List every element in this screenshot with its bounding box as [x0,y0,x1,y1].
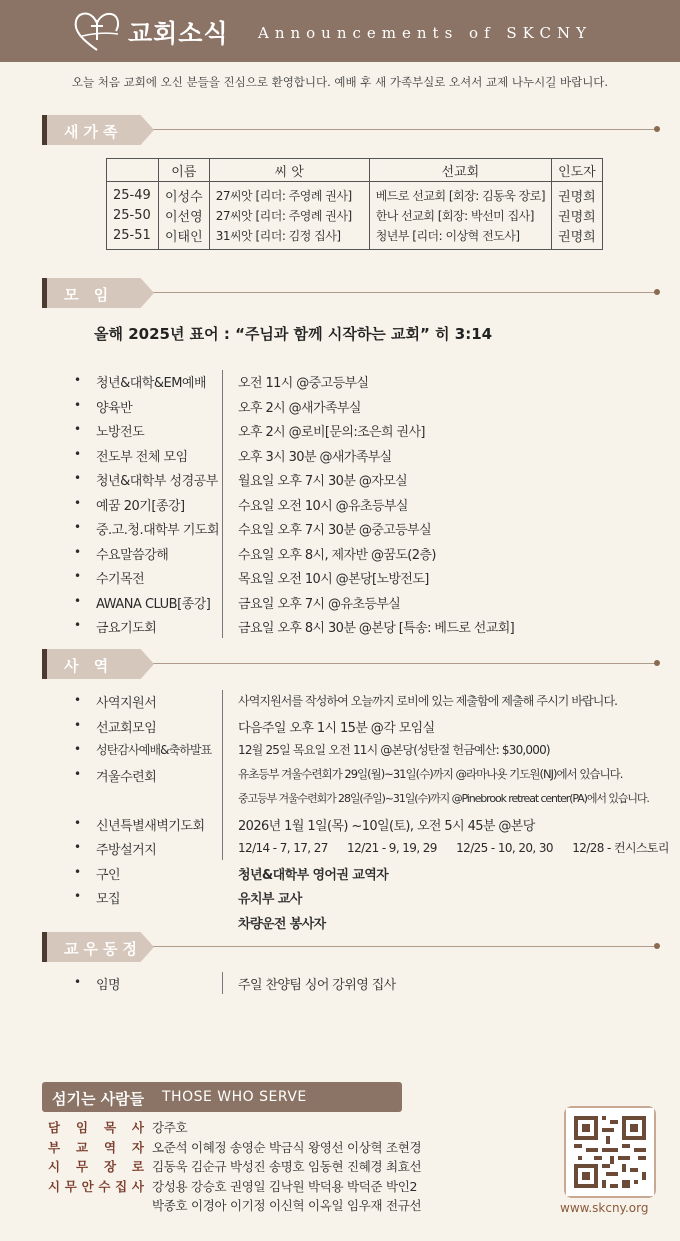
bullet-icon: • [74,397,82,412]
staff-names: 강성용 강승호 권영일 김낙원 박덕용 박덕준 박인2 [152,1178,418,1194]
staff-names: 김동욱 김순규 박성진 송명호 임동현 진혜경 최효선 [152,1159,422,1174]
section-header-meetings [42,278,660,308]
bullet-icon: • [74,373,82,387]
item-name: 수기목전 [96,572,145,587]
item-detail: 수요일 오전 10시 @유초등부실 [238,498,408,514]
item-name: 전도부 전체 모임 [96,449,188,465]
church-heart-logo-icon [72,8,122,54]
table-header-cell: 이름 [159,159,210,182]
divider-dot-icon [654,943,660,949]
item-detail: 차량운전 봉사자 [238,916,326,932]
item-detail: 수요일 오후 8시, 제자반 @꿈도(2층) [238,547,436,563]
item-detail: 금요일 오후 7시 @유초등부실 [238,596,401,612]
table-cell: 권명희 [552,226,603,250]
staff-role: 시 무 장 로 [48,1159,144,1174]
section-header-new-family [42,115,660,145]
item-name: 수요말씀강해 [96,547,169,563]
item-detail: 12월 25일 목요일 오전 11시 @본당(성탄절 헌금예산: $30,000) [238,743,550,757]
table-cell: 27씨앗 [리더: 주영례 권사] [209,182,369,206]
divider-dot-icon [654,126,660,132]
bullet-icon: • [74,864,82,879]
staff-role: 시 무 안 수 집 사 [48,1178,144,1194]
item-name: 주방설거지 [96,843,157,858]
table-cell: 27씨앗 [리더: 주영례 권사] [209,205,369,226]
item-name: 청년&대학부 성경공부 [96,474,218,489]
column-divider [222,370,223,638]
item-name: 노방전도 [96,425,145,440]
item-name: AWANA CLUB[종강] [96,596,211,612]
table-header-cell: 인도자 [552,159,603,182]
item-name: 구인 [96,867,121,883]
item-detail: 유초등부 겨울수련회가 29일(월)~31일(수)까지 @라마나욧 기도원(NJ)에서 있습니다. [238,766,623,781]
item-detail: 12/14 - 7, 17, 27 12/21 - 9, 19, 29 12/25 - 10, 20, 30 12/28 - 컨시스토리 [238,841,669,855]
section-header-fellowship [42,932,660,962]
item-name: 청년&대학&EM예배 [96,376,207,391]
table-header-cell: 선교회 [369,159,551,182]
bullet-icon: • [74,569,82,583]
serve-title: 섬기는 사람들 [52,1090,145,1108]
item-detail: 오전 11시 @중고등부실 [238,376,369,391]
item-detail: 오후 3시 30분 @새가족부실 [238,449,392,465]
table-cell: 권명희 [552,182,603,206]
section-divider [146,292,656,293]
bullet-icon: • [74,618,82,632]
item-detail: 유치부 교사 [238,892,302,907]
column-divider [222,690,223,860]
table-cell: 권명희 [552,205,603,226]
table-cell: 청년부 [리더: 이상혁 전도사] [369,226,551,250]
bullet-icon: • [74,593,82,608]
section-title: 사 역 [64,657,114,675]
table-cell: 베드로 선교회 [회장: 김동욱 장로] [369,182,551,206]
item-name: 예꿈 20기[종강] [96,498,185,514]
bullet-icon: • [74,422,82,436]
item-detail: 2026년 1월 1일(목) ~10일(토), 오전 5시 45분 @본당 [238,818,535,834]
item-name: 겨울수련회 [96,769,157,785]
bullet-icon: • [74,446,82,461]
staff-names: 강주호 [152,1120,188,1135]
table-cell: 이태인 [159,226,210,250]
qr-code[interactable] [564,1106,656,1198]
table-header-cell [107,159,159,182]
divider-dot-icon [654,660,660,666]
section-divider [146,129,656,130]
header-title: 교회소식 [128,19,229,48]
item-name: 신년특별새벽기도회 [96,818,205,834]
item-detail: 중고등부 겨울수련회가 28일(주일)~31일(수)까지 @Pinebrook retreat center(PA)에서 있습니다. [238,792,649,805]
table-cell: 25-51 [107,226,159,250]
section-divider [146,946,656,947]
bullet-icon: • [74,471,82,485]
bullet-icon: • [74,766,82,781]
header-subtitle: Announcements of SKCNY [258,24,592,42]
bullet-icon: • [74,495,82,510]
table-row [107,205,603,226]
item-name: 중.고.청.대학부 기도회 [96,523,220,538]
table-cell: 25-50 [107,205,159,226]
bullet-icon: • [74,840,82,854]
bullet-icon: • [74,544,82,559]
column-divider [222,972,223,994]
section-header-ministry [42,649,660,679]
item-name: 사역지원서 [96,696,157,711]
table-cell: 31씨앗 [리더: 김정 집사] [209,226,369,250]
section-title: 교우동정 [64,940,142,958]
serve-subtitle: THOSE WHO SERVE [162,1089,307,1105]
item-name: 임명 [96,978,121,993]
table-cell: 한나 선교회 [회장: 박선미 집사] [369,205,551,226]
bullet-icon: • [74,889,82,903]
item-detail: 사역지원서를 작성하여 오늘까지 로비에 있는 제출함에 제출해 주시기 바랍니다. [238,694,618,708]
new-family-table [106,158,603,250]
bullet-icon: • [74,693,82,707]
serve-header [42,1082,402,1112]
table-cell: 이선영 [159,205,210,226]
qr-code-icon [566,1108,654,1196]
staff-role: 부 교 역 자 [48,1139,144,1155]
item-detail: 주일 찬양팀 싱어 강위영 집사 [238,978,396,993]
table-row [107,182,603,206]
table-header-row [107,159,603,182]
welcome-message: 오늘 처음 교회에 오신 분들을 진심으로 환영합니다. 예배 후 새 가족부실로 오셔서 교제 나누시길 바랍니다. [71,75,609,89]
item-detail: 다음주일 오후 1시 15분 @각 모임실 [238,720,435,736]
item-detail: 청년&대학부 영어권 교역자 [238,867,389,883]
item-detail: 월요일 오후 7시 30분 @자모실 [238,474,408,489]
staff-names: 오준석 이혜정 송영순 박금식 왕영선 이상혁 조현경 [152,1139,422,1155]
table-row [107,226,603,250]
item-name: 양육반 [96,400,133,416]
table-header-cell: 씨 앗 [209,159,369,182]
bullet-icon: • [74,520,82,534]
divider-dot-icon [654,289,660,295]
item-detail: 금요일 오후 8시 30분 @본당 [특송: 베드로 선교회] [238,621,515,636]
item-name: 모집 [96,892,121,907]
item-name: 선교회모임 [96,720,157,736]
item-detail: 수요일 오후 7시 30분 @중고등부실 [238,523,432,538]
section-title: 모 임 [64,286,114,304]
bullet-icon: • [74,815,82,830]
yearly-motto: 올해 2025년 표어 : “주님과 함께 시작하는 교회” 히 3:14 [94,325,493,343]
staff-names: 박종호 이경아 이기정 이신혁 이옥일 임우재 전규선 [152,1198,422,1213]
item-detail: 목요일 오전 10시 @본당[노방전도] [238,572,429,587]
table-cell: 이성수 [159,182,210,206]
staff-role: 담 임 목 사 [48,1120,144,1135]
bullet-icon: • [74,742,82,756]
section-title: 새가족 [64,123,123,141]
item-name: 성탄감사예배&축하발표 [96,743,212,757]
bullet-icon: • [74,717,82,732]
website-url[interactable]: www.skcny.org [560,1201,649,1215]
item-name: 금요기도회 [96,621,157,636]
table-cell: 25-49 [107,182,159,206]
item-detail: 오후 2시 @새가족부실 [238,400,361,416]
header-banner [0,0,680,62]
bullet-icon: • [74,975,82,989]
item-detail: 오후 2시 @로비[문의:조은희 권사] [238,425,425,440]
section-divider [146,663,656,664]
